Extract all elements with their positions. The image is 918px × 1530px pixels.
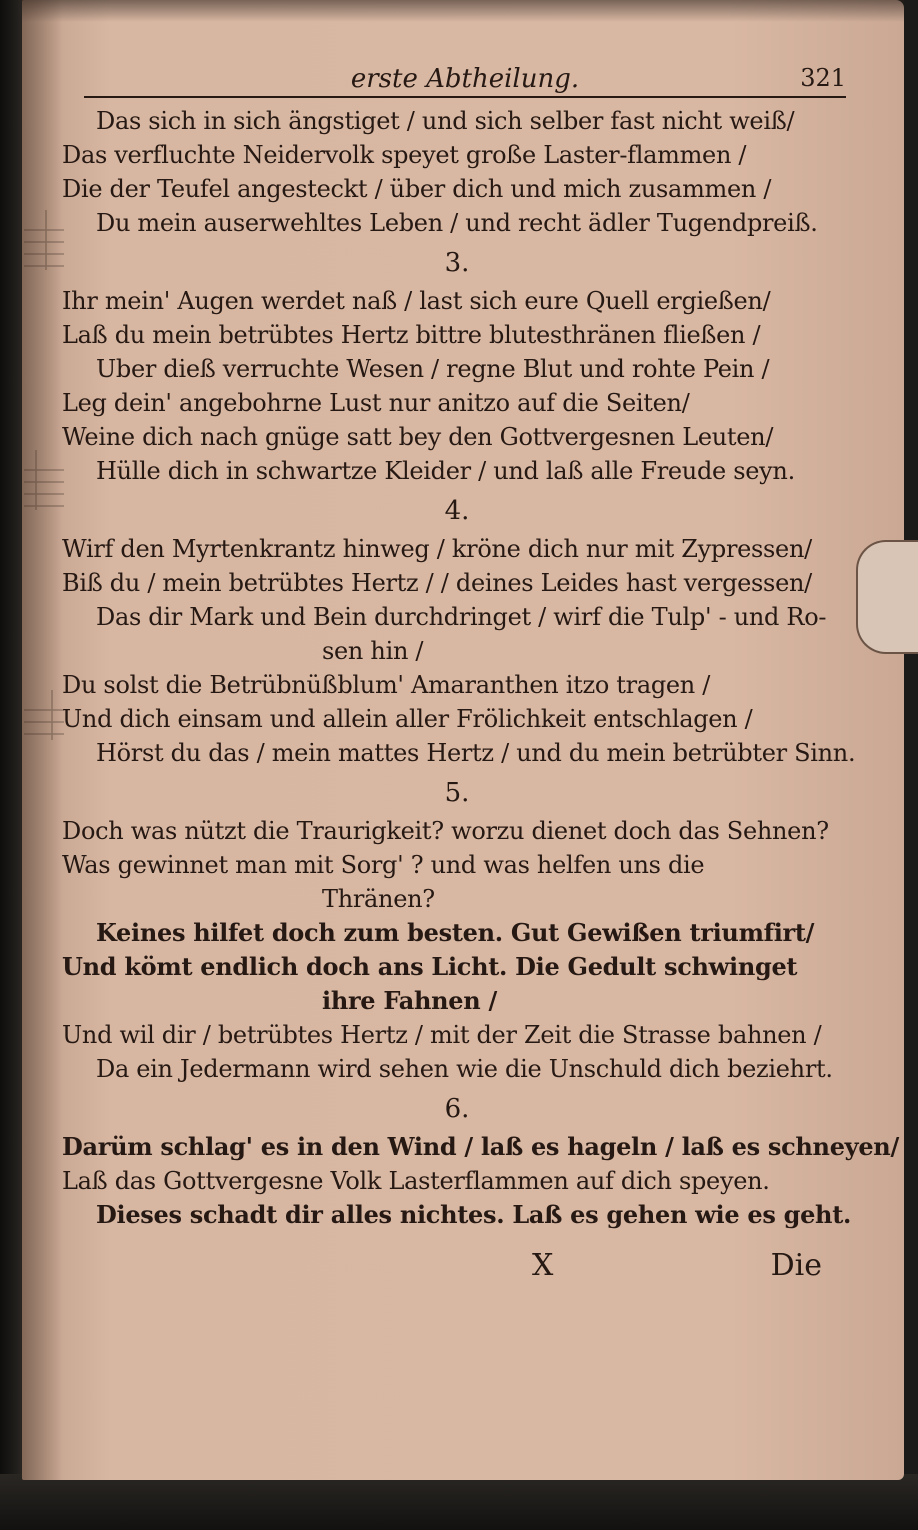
verse-line: Ihr mein' Augen werdet naß / last sich eure Quell ergießen/ — [62, 287, 771, 315]
verse-line-turnover: sen hin / — [322, 637, 424, 665]
page-footer — [62, 1248, 852, 1294]
stanza-6 — [62, 1092, 899, 1232]
verse-line: Was gewinnet man mit Sorg' ? und was helfen uns die — [62, 851, 705, 879]
book-edge-bottom — [0, 1474, 918, 1530]
verse-line: Uber dieß verruchte Wesen / regne Blut und rohte Pein / — [96, 355, 770, 383]
verse-line: Das sich in sich ängstiget / und sich selber fast nicht weiß/ — [96, 107, 795, 135]
book-edge-left — [0, 0, 24, 1530]
page-number: 321 — [800, 64, 846, 92]
verse-line: Du mein auserwehltes Leben / und recht ädler Tugendpreiß. — [96, 209, 818, 237]
running-title: erste Abtheilung. — [350, 64, 580, 94]
verse-line-turnover: ihre Fahnen / — [322, 986, 497, 1015]
verse-line: Und dich einsam und allein aller Frölichkeit entschlagen / — [62, 705, 753, 733]
catchword: Die — [770, 1248, 822, 1283]
stanza-number: 5. — [444, 778, 470, 808]
stanza-4 — [62, 494, 856, 770]
signature-mark: X — [532, 1248, 554, 1283]
verse-line: Doch was nützt die Traurigkeit? worzu dienet doch das Sehnen? — [62, 817, 829, 845]
page-shadow — [22, 0, 904, 22]
stanza-number: 6. — [444, 1094, 470, 1124]
stanza-number: 3. — [444, 248, 470, 278]
stanza-3 — [62, 246, 852, 488]
page-header — [84, 62, 846, 98]
verse-line: Biß du / mein betrübtes Hertz / / deines Leides hast vergessen/ — [62, 569, 812, 597]
verse-line: Das verfluchte Neidervolk speyet große Laster-flammen / — [62, 141, 747, 169]
verse-line: Hörst du das / mein mattes Hertz / und du mein betrübter Sinn. — [96, 739, 856, 767]
verse-line: Dieses schadt dir alles nichtes. Laß es gehen wie es geht. — [96, 1200, 852, 1229]
verse-line: Darüm schlag' es in den Wind / laß es hageln / laß es schneyen/ — [62, 1132, 899, 1161]
verse-line: Und wil dir / betrübtes Hertz / mit der Zeit die Strasse bahnen / — [62, 1021, 822, 1049]
verse-line-turnover: Thränen? — [322, 885, 435, 913]
stanza-5 — [62, 776, 852, 1086]
verse-line: Leg dein' angebohrne Lust nur anitzo auf die Seiten/ — [62, 389, 690, 417]
verse-line: Laß du mein betrübtes Hertz bittre blutesthränen fließen / — [62, 321, 761, 349]
stanza-2-continuation — [62, 104, 852, 240]
verse-line: Keines hilfet doch zum besten. Gut Gewißen triumfirt/ — [96, 918, 815, 947]
verse-line: Laß das Gottvergesne Volk Lasterflammen auf dich speyen. — [62, 1167, 770, 1195]
page-text — [62, 62, 899, 1294]
verse-line: Wirf den Myrtenkrantz hinweg / kröne dich nur mit Zypressen/ — [62, 535, 812, 563]
bleed-through-music-notation — [24, 170, 64, 1350]
verse-line: Hülle dich in schwartze Kleider / und laß alle Freude seyn. — [96, 457, 795, 485]
verse-line: Du solst die Betrübnüßblum' Amaranthen itzo tragen / — [62, 671, 711, 699]
verse-line: Da ein Jedermann wird sehen wie die Unschuld dich beziehrt. — [96, 1055, 833, 1083]
stanza-number: 4. — [444, 496, 470, 526]
page-tab-marker — [856, 540, 918, 654]
verse-line: Weine dich nach gnüge satt bey den Gottvergesnen Leuten/ — [62, 423, 774, 451]
verse-line: Und kömt endlich doch ans Licht. Die Gedult schwinget — [62, 952, 798, 981]
verse-line: Die der Teufel angesteckt / über dich und mich zusammen / — [62, 175, 772, 203]
verse-line: Das dir Mark und Bein durchdringet / wirf die Tulp' - und Ro- — [96, 603, 827, 631]
